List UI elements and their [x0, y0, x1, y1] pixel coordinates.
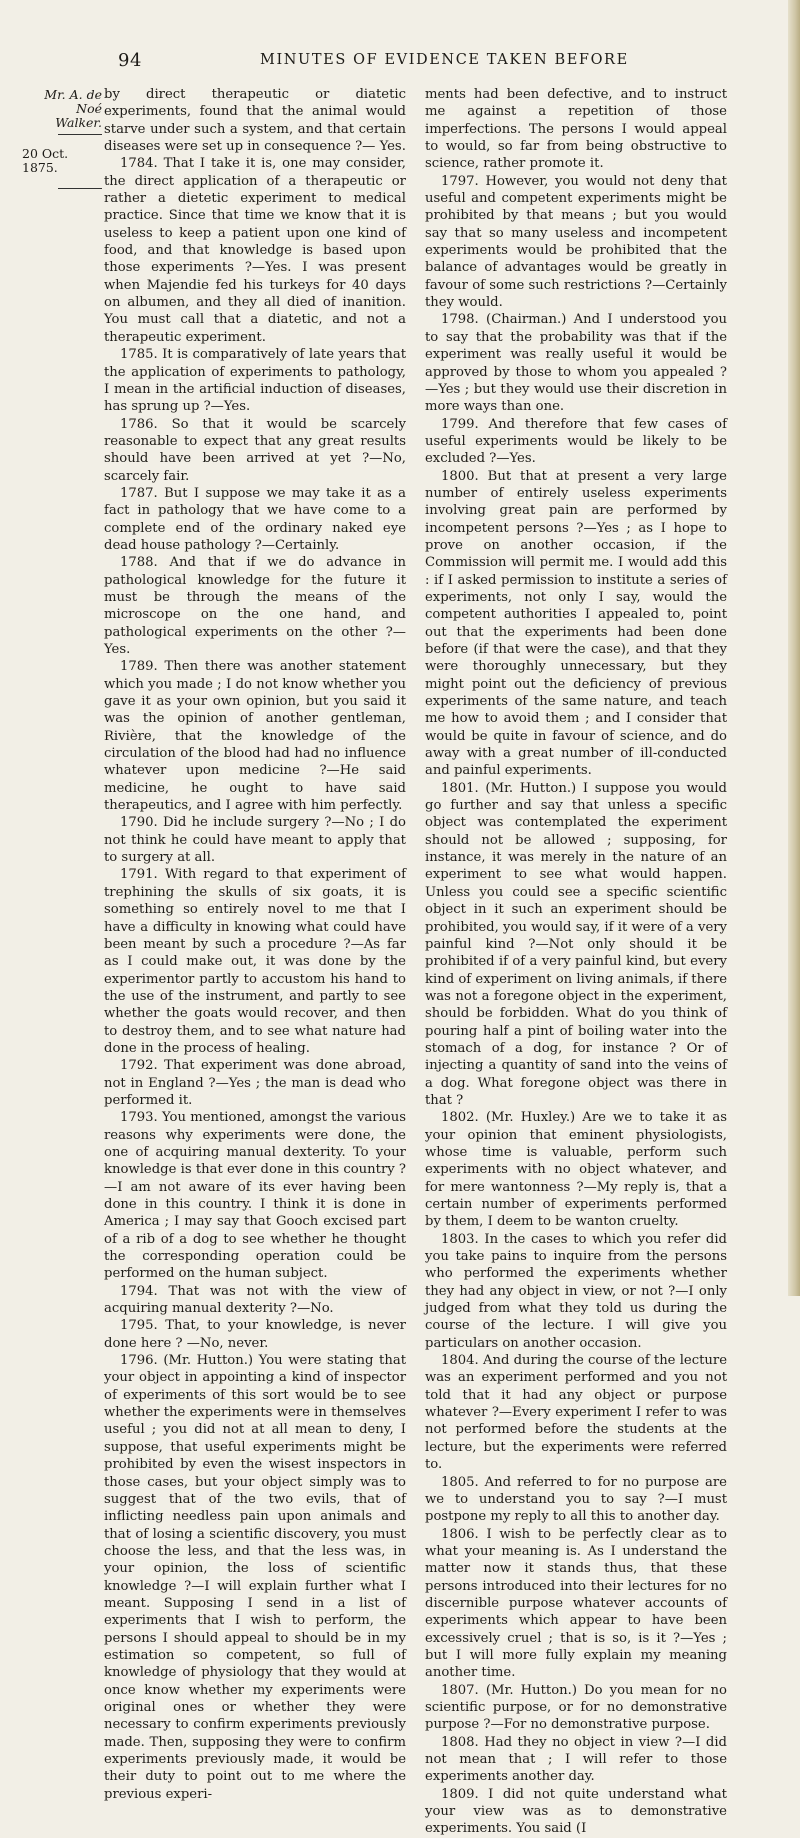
paragraph: 1801. (Mr. Hutton.) I suppose you would go further and say that unless a specific object was contemplated the experiment should not be allowed ; supposing, for instance, it was merely in the nature of an experiment to see what would happen. Unless you could see a specific scientific object in it such an experiment should be prohibited, you would say, if it were of a very painful kind ?—Not only should it be prohibited if of a very painful kind, but every kind of experiment on living animals, if there was not a foregone object in the experiment, should be forbidden. What do you think of pouring half a pint of boiling water into the stomach of a dog, for instance ? Or of injecting a quantity of sand into the veins of a dog. What foregone object was there in that ?: [425, 780, 727, 1108]
witness-margin-note: [22, 88, 102, 189]
paragraph: 1799. And therefore that few cases of useful experiments would be likely to be excluded ?—Yes.: [425, 416, 727, 467]
paragraph: 1796. (Mr. Hutton.) You were stating that your object in appointing a kind of inspector of experiments of this sort would be to see whether the experiments were in themselves useful ; you did not at all mean to deny, I suppose, that useful experiments might be prohibited by even the wisest inspectors in those cases, but your object simply was to suggest that of the two evils, that of inflicting needless pain upon animals and that of losing a scientific discovery, you must choose the less, and that the less was, in your opinion, the loss of scientific knowledge ?—I will explain further what I meant. Supposing I send in a list of experiments that I wish to perform, the persons I should appeal to should be in my estimation so competent, so full of knowledge of physiology that they would at once know whether my experiments were original ones or whether they were necessary to confirm experiments previously made. Then, supposing they were to confirm experiments previously made, it would be their duty to point out to me where the previous experi-: [104, 1353, 406, 1802]
paragraph: 1790. Did he include surgery ?—No ; I do not think he could have meant to apply that to surgery at all.: [104, 815, 406, 866]
paragraph: 1798. (Chairman.) And I understood you to say that the probability was that if the experiment was really useful it would be approved by those to whom you appealed ?—Yes ; but they would use their discretion in more ways than one.: [425, 312, 727, 415]
margin-rule: [58, 134, 102, 135]
paragraph: 1794. That was not with the view of acquiring manual dexterity ?—No.: [104, 1283, 406, 1317]
paragraph: 1807. (Mr. Hutton.) Do you mean for no scientific purpose, or for no demonstrative purpose ?—For no demonstrative purpose.: [425, 1682, 727, 1733]
paragraph: 1806. I wish to be perfectly clear as to what your meaning is. As I understand the matter now it stands thus, that these persons introduced into their lectures for no discernible purpose whatever accounts of experiments which appear to have been excessively cruel ; that is so, is it ?—Yes ; but I will more fully explain my meaning another time.: [425, 1526, 727, 1681]
witness-name: Mr. A. de Noé: [44, 87, 102, 116]
paragraph: 1792. That experiment was done abroad, not in England ?—Yes ; the man is dead who performed it.: [104, 1058, 406, 1108]
paragraph: 1787. But I suppose we may take it as a fact in pathology that we have come to a complete end of the ordinary naked eye dead house pathology ?—Certainly.: [104, 485, 406, 553]
page-number: 94: [118, 50, 142, 71]
paragraph: 1808. Had they no object in view ?—I did not mean that ; I will refer to those experiments another day.: [425, 1734, 727, 1785]
paragraph: 1784. That I take it is, one may consider, the direct application of a therapeutic or rather a dietetic experiment to medical practice. Since that time we know that it is useless to keep a patient upon one kind of food, and that knowledge is based upon those experiments ?—Yes. I was present when Majendie fed his turkeys for 40 days on albumen, and they all died of inanition. You must call that a diatetic, and not a therapeutic experiment.: [104, 156, 406, 345]
paragraph: 1795. That, to your knowledge, is never done here ? —No, never.: [104, 1318, 406, 1351]
right-column: [425, 86, 727, 1838]
paragraph: 1802. (Mr. Huxley.) Are we to take it as your opinion that eminent physiologists, whose time is valuable, perform such experiments with no object whatever, and for mere wantonness ?—My reply is, that a certain number of experiments performed by them, I deem to be wanton cruelty.: [425, 1110, 727, 1230]
paragraph: 1797. However, you would not deny that useful and competent experiments might be prohibited by that means ; but you would say that so many useless and incompetent experiments would be prohibited that the balance of advantages would be greatly in favour of some such restrictions ?—Certainly they would.: [425, 173, 727, 311]
paragraph: 1791. With regard to that experiment of trephining the skulls of six goats, it is something so entirely novel to me that I have a difficulty in knowing what could have been meant by such a procedure ?—As far as I could make out, it was done by the experimentor partly to accustom his hand to the use of the instrument, and partly to see whether the goats would recover, and then to destroy them, and to see what nature had done in the process of healing.: [104, 867, 406, 1056]
page-binding-edge: [788, 0, 800, 1296]
paragraph: 1805. And referred to for no purpose are we to understand you to say ?—I must postpone my reply to all this to another day.: [425, 1474, 727, 1525]
paragraph: 1786. So that it would be scarcely reasonable to expect that any great results should have been arrived at yet ?—No, scarcely fair.: [104, 416, 406, 484]
hearing-date: 20 Oct. 1875.: [22, 146, 69, 175]
paragraph: 1793. You mentioned, amongst the various reasons why experiments were done, the one of acquiring manual dexterity. To your knowledge is that ever done in this country ?—I am not aware of its ever having been done in this country. I think it is done in America ; I may say that Gooch excised part of a rib of a dog to see whether he thought the corresponding operation could be performed on the human subject.: [104, 1110, 406, 1282]
left-column: [104, 86, 406, 1803]
paragraph: 1804. And during the course of the lecture was an experiment performed and you not told that it had any object or purpose whatever ?—Every experiment I refer to was not performed before the students at the lecture, but the experiments were referred to.: [425, 1353, 727, 1473]
paragraph: by direct therapeutic or diatetic experiments, found that the animal would starve under such a system, and that certain diseases were set up in consequence ?— Yes.: [104, 87, 406, 155]
margin-rule: [58, 188, 102, 189]
paragraph: ments had been defective, and to instruct me against a repetition of those imperfections. The persons I would appeal to would, so far from being obstructive to science, rather promote it.: [425, 87, 727, 172]
paragraph: 1803. In the cases to which you refer did you take pains to inquire from the persons who performed the experiments whether they had any object in view, or not ?—I only judged from what they told us during the course of the lecture. I will give you particulars on another occasion.: [425, 1231, 727, 1351]
running-header: MINUTES OF EVIDENCE TAKEN BEFORE: [260, 52, 629, 68]
paragraph: 1785. It is comparatively of late years that the application of experiments to pathology, I mean in the artificial induction of diseases, has sprung up ?—Yes.: [104, 347, 406, 415]
paragraph: 1800. But that at present a very large number of entirely useless experiments involving great pain are performed by incompetent persons ?—Yes ; as I hope to prove on another occasion, if the Commission will permit me. I would add this : if I asked permission to institute a series of experiments, not only I say, would the competent authorities I appealed to, point out that the experiments had been done before (if that were the case), and that they were thoroughly unnecessary, but they might point out the deficiency of previous experiments of the same nature, and teach me how to avoid them ; and I consider that would be quite in favour of science, and do away with a great number of ill-conducted and painful experiments.: [425, 468, 727, 779]
paragraph: 1809. I did not quite understand what your view was as to demonstrative experiments. You said (I: [425, 1786, 727, 1837]
paragraph: 1788. And that if we do advance in pathological knowledge for the future it must be through the means of the microscope on the one hand, and pathological experiments on the other ?—Yes.: [104, 555, 406, 657]
witness-surname: Walker.: [55, 115, 102, 130]
paragraph: 1789. Then there was another statement which you made ; I do not know whether you gave it as your own opinion, but you said it was the opinion of another gentleman, Rivière, that the knowledge of the circulation of the blood had had no influence whatever upon medicine ?—He said medicine, he ought to have said therapeutics, and I agree with him perfectly.: [104, 659, 406, 814]
